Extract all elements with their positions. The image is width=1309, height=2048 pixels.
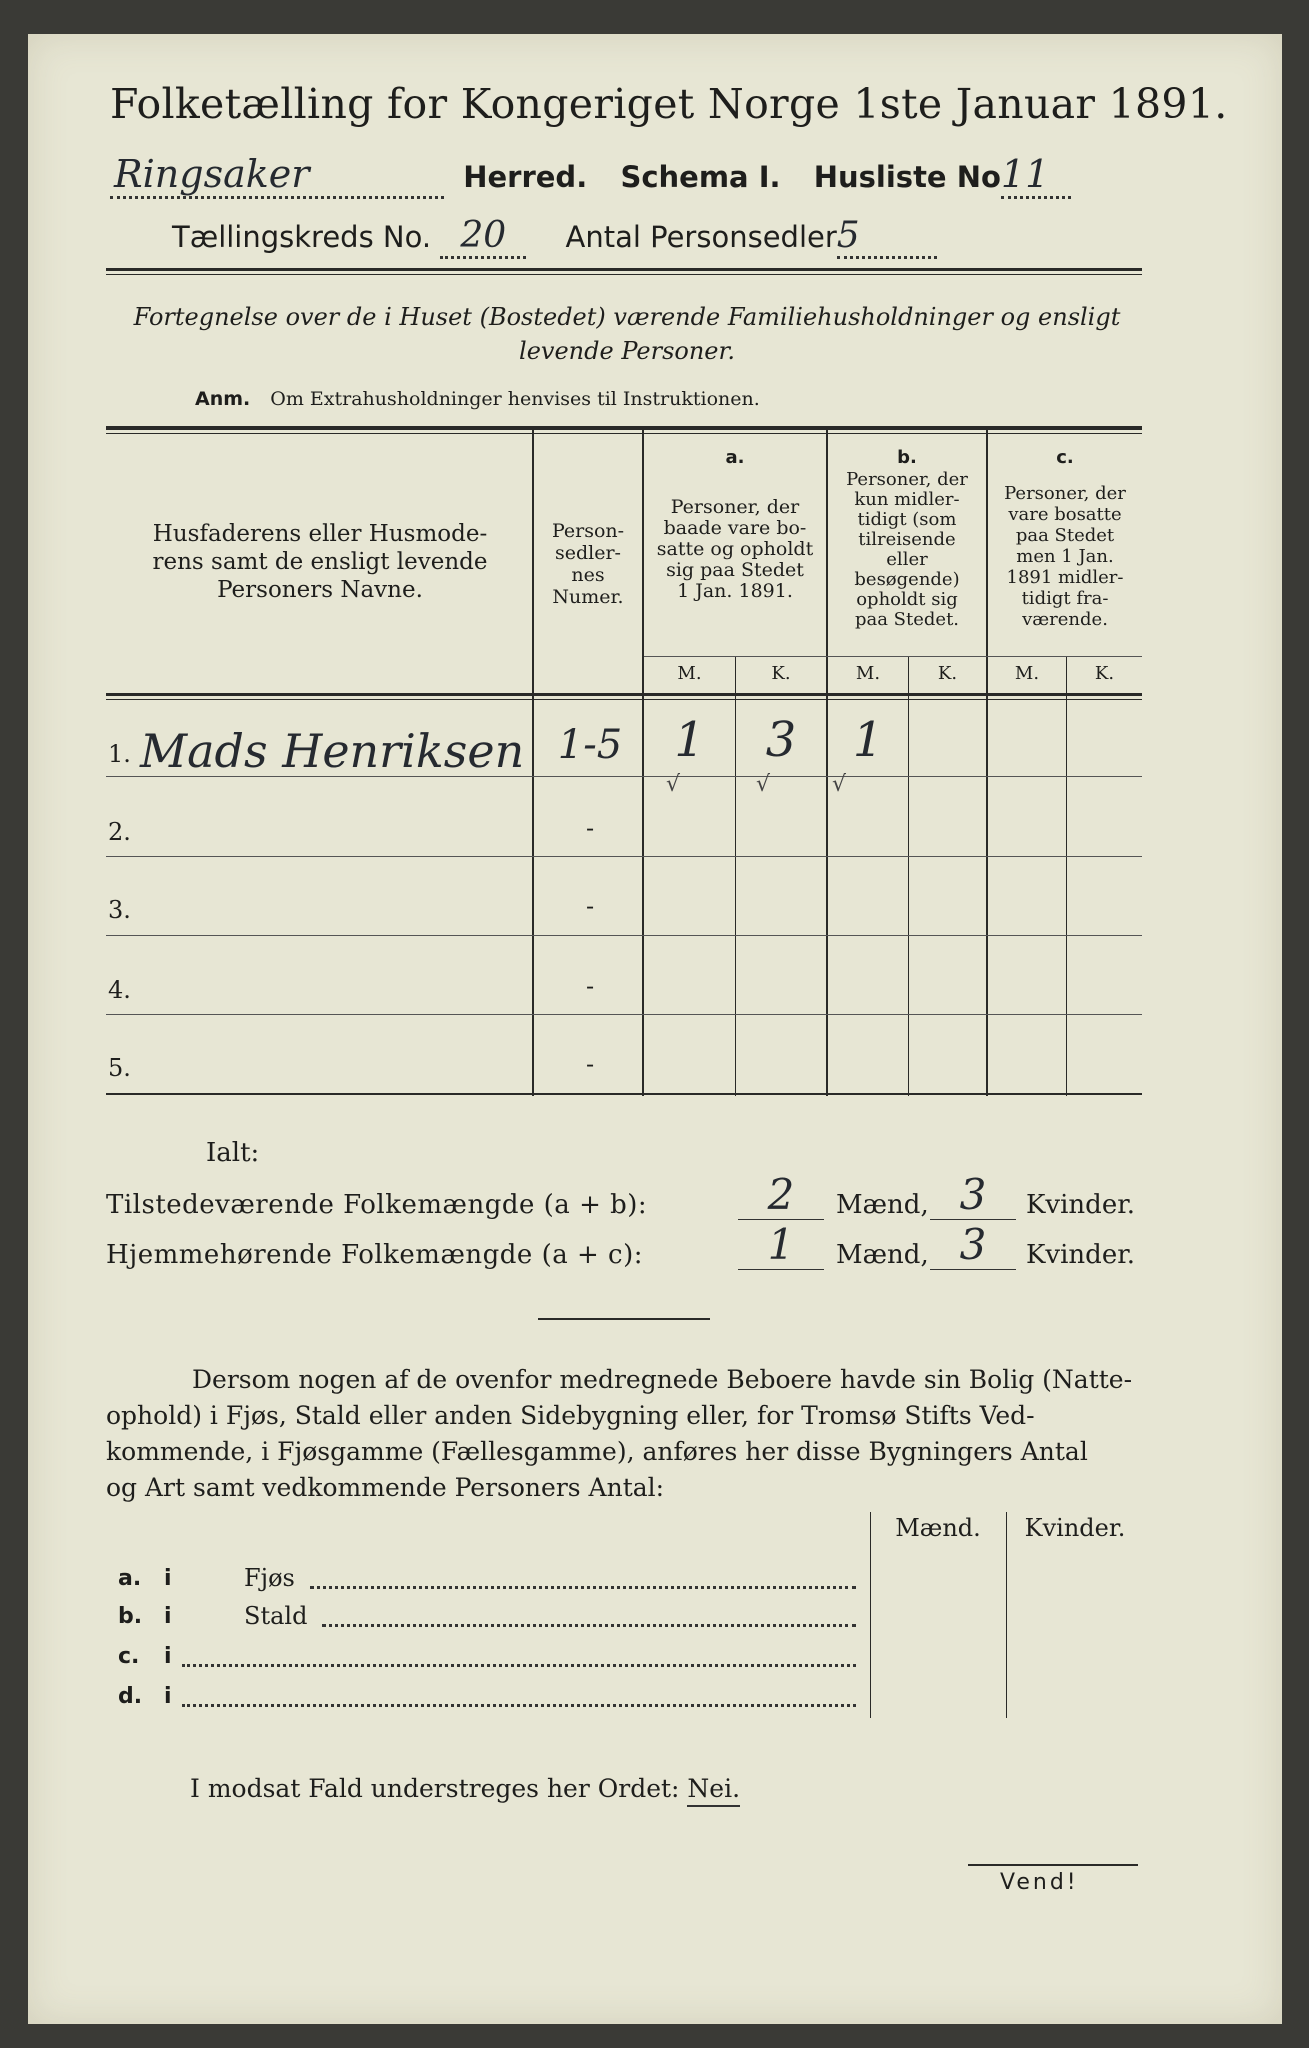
item-letter: c.	[118, 1644, 140, 1669]
item-label: Stald	[244, 1602, 308, 1630]
col-name-header-line: Husfaderens eller Husmode-	[152, 521, 488, 547]
c-m-label: M.	[1014, 663, 1040, 684]
b-m-label: M.	[855, 663, 881, 684]
tilstede-kvinder: 3	[930, 1170, 1016, 1220]
col-c-header-line: men 1 Jan.	[1016, 546, 1114, 567]
col-c-header-line: tidigt fra-	[1021, 588, 1109, 609]
dot-leader	[182, 1664, 856, 1667]
hjemme-maend: 1	[738, 1220, 824, 1270]
table-header-rule	[106, 693, 1142, 696]
item-prep: i	[164, 1644, 172, 1669]
tilstede-label: Tilstedeværende Folkemængde (a + b):	[106, 1190, 648, 1220]
kvinder-header: Kvinder.	[1024, 1514, 1126, 1542]
vend-rule	[968, 1864, 1138, 1866]
row-line	[106, 935, 1142, 936]
anm-text: Om Extrahusholdninger henvises til Instruktionen.	[270, 388, 760, 410]
col-c-header-line: værende.	[1022, 609, 1108, 630]
col-divider-name	[532, 430, 534, 1096]
item-prep: i	[164, 1566, 172, 1591]
kvinder-label: Kvinder.	[1026, 1240, 1136, 1270]
check-mark: √	[832, 772, 847, 797]
intro-line-1: Fortegnelse over de i Huset (Bostedet) værende Familiehusholdninger og ensligt	[133, 303, 1121, 331]
row-number: 3.	[108, 896, 131, 924]
col-num-header	[535, 520, 641, 608]
col-c-header-line: Personer, der	[1004, 483, 1126, 504]
dot-leader	[310, 1586, 856, 1589]
b-k-label: K.	[937, 663, 958, 684]
col-b-header-line: opholdt sig	[856, 589, 958, 610]
nei-word: Nei.	[687, 1774, 740, 1807]
person-name: Mads Henriksen	[140, 724, 525, 778]
buildings-paragraph	[106, 1362, 1142, 1506]
col-name-header	[110, 520, 530, 604]
header-rule-top	[106, 268, 1142, 271]
col-num-header-line: sedler-	[555, 542, 621, 564]
col-b-header-line: paa Stedet.	[854, 609, 960, 630]
col-b-header	[828, 470, 986, 630]
col-c-header-line: vare bosatte	[1008, 504, 1122, 525]
check-mark: √	[756, 772, 771, 797]
row-number: 5.	[108, 1054, 131, 1082]
husliste-label: Husliste No	[813, 160, 1001, 194]
hjemme-kvinder: 3	[930, 1220, 1016, 1270]
col-a-header-line: baade vare bo-	[663, 517, 807, 539]
kreds-value: 20	[440, 215, 526, 259]
mk-row-top	[644, 656, 1142, 657]
maend-header: Mænd.	[895, 1514, 981, 1542]
anm-label: Anm.	[195, 388, 251, 410]
husliste-value: 11	[1001, 152, 1071, 199]
herred-label: Herred.	[463, 160, 588, 194]
schema-label: Schema I.	[620, 160, 781, 194]
c-k-label: K.	[1094, 663, 1115, 684]
buildings-divider-right	[1006, 1512, 1007, 1718]
col-a-header-line: satte og opholdt	[656, 538, 814, 560]
form-title: Folketælling for Kongeriget Norge 1ste Januar 1891.	[110, 80, 1228, 128]
para-line: og Art samt vedkommende Personers Antal:	[106, 1473, 665, 1502]
col-divider-c-mk	[1066, 656, 1067, 1096]
herred-value: Ringsaker	[110, 152, 444, 199]
para-line: ophold) i Fjøs, Stald eller anden Sidebygning eller, for Tromsø Stifts Ved-	[106, 1401, 1035, 1430]
item-prep: i	[164, 1684, 172, 1709]
a-k-value: 3	[765, 712, 797, 768]
col-b-header-line: eller	[886, 549, 928, 570]
person-numer: -	[585, 972, 595, 1000]
b-m-value: 1	[852, 712, 884, 768]
col-c-header-line: paa Stedet	[1015, 525, 1115, 546]
col-a-header-line: 1 Jan. 1891.	[677, 580, 793, 602]
kreds-line	[172, 215, 937, 259]
row-number: 1.	[108, 740, 131, 768]
section-divider	[538, 1318, 710, 1320]
para-line: kommende, i Fjøsgamme (Fællesgamme), anføres her disse Bygningers Antal	[106, 1437, 1088, 1466]
table-bottom-rule	[106, 1093, 1142, 1095]
herred-line	[110, 152, 1071, 199]
item-label: Fjøs	[244, 1564, 295, 1592]
col-num-header-line: Person-	[551, 520, 625, 542]
col-c-header-line: 1891 midler-	[1006, 567, 1124, 588]
tilstede-maend: 2	[738, 1170, 824, 1220]
col-num-header-line: Numer.	[552, 586, 624, 608]
col-b-header-line: tidigt (som	[857, 509, 957, 530]
vend-text: Vend!	[1000, 1870, 1079, 1895]
row-line	[106, 856, 1142, 857]
col-b-header-line: kun midler-	[854, 489, 960, 510]
maend-label: Mænd,	[836, 1240, 929, 1270]
item-letter: a.	[118, 1566, 142, 1591]
col-name-header-line: rens samt de ensligt levende	[152, 549, 488, 575]
check-mark: √	[666, 772, 681, 797]
col-b-header-line: besøgende)	[854, 569, 960, 590]
col-b-header-line: Personer, der	[846, 469, 968, 490]
dot-leader	[322, 1624, 856, 1627]
row-number: 4.	[108, 976, 131, 1004]
col-b-letter: b.	[897, 447, 917, 468]
item-prep: i	[164, 1604, 172, 1629]
a-k-label: K.	[771, 663, 791, 684]
col-a-header	[644, 497, 826, 602]
a-m-value: 1	[674, 712, 705, 768]
row-number: 2.	[108, 818, 131, 846]
col-a-letter: a.	[725, 447, 745, 468]
col-num-header-line: nes	[571, 564, 605, 586]
para-line: Dersom nogen af de ovenfor medregnede Beboere havde sin Bolig (Natte-	[192, 1365, 1133, 1394]
item-letter: b.	[118, 1604, 143, 1629]
buildings-divider-left	[870, 1512, 871, 1718]
a-m-label: M.	[677, 663, 702, 684]
col-divider-b-mk	[908, 656, 909, 1096]
person-numer: -	[585, 1050, 595, 1078]
col-a-header-line: sig paa Stedet	[666, 559, 804, 581]
ialt-label: Ialt:	[206, 1138, 260, 1168]
row-line	[106, 1014, 1142, 1015]
modsat-text: I modsat Fald understreges her Ordet:	[190, 1774, 680, 1803]
maend-label: Mænd,	[836, 1190, 929, 1220]
col-name-header-line: Personers Navne.	[217, 577, 423, 603]
tilstede-line	[106, 1190, 647, 1220]
antal-label: Antal Personsedler	[565, 220, 837, 254]
header-rule-bottom	[106, 274, 1142, 275]
item-letter: d.	[118, 1684, 143, 1709]
person-numer: 1-5	[557, 722, 623, 768]
anm-note	[195, 388, 760, 410]
hjemme-label: Hjemmehørende Folkemængde (a + c):	[106, 1240, 643, 1270]
table-header-rule-thin	[106, 699, 1142, 700]
kvinder-label: Kvinder.	[1026, 1190, 1136, 1220]
antal-value: 5	[837, 215, 937, 259]
kreds-label: Tællingskreds No.	[172, 220, 432, 254]
person-numer: -	[585, 892, 595, 920]
col-b-header-line: tilreisende	[858, 529, 956, 550]
person-numer: -	[585, 814, 595, 842]
intro-text	[110, 300, 1144, 368]
dot-leader	[182, 1704, 856, 1707]
intro-line-2: levende Personer.	[519, 337, 735, 365]
hjemme-line	[106, 1240, 643, 1270]
col-a-header-line: Personer, der	[670, 496, 800, 518]
col-c-header	[988, 483, 1142, 630]
modsat-line	[190, 1774, 740, 1803]
col-c-letter: c.	[1056, 447, 1074, 468]
